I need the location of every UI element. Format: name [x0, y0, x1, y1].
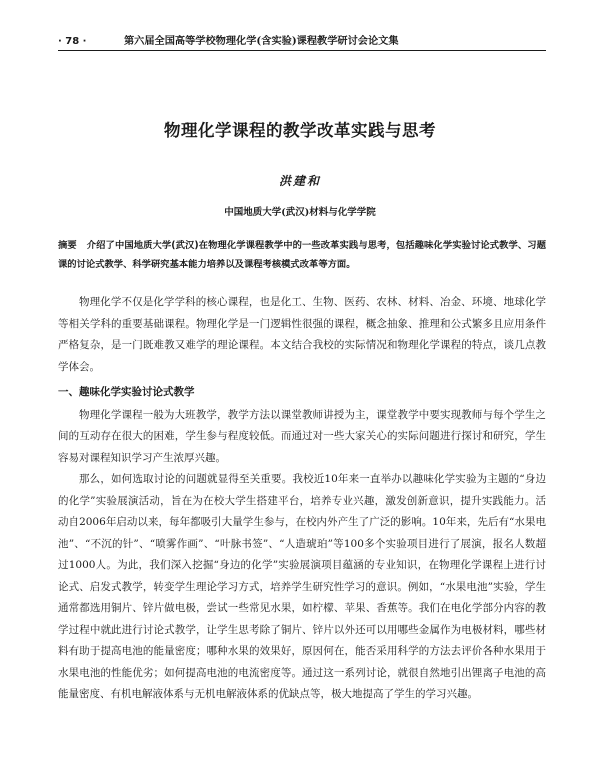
- running-title: 第六届全国高等学校物理化学(含实验)课程教学研讨会论文集: [124, 35, 399, 47]
- body-paragraph: 那么，如何选取讨论的问题就显得至关重要。我校近10年来一直举办以趣味化学实验为主题的“身边的化学”实验展演活动，旨在为在校大学生搭建平台，培养专业兴趣，激发创新意识，提升实践能力。活动自2006年启动以来，每年都吸引大量学生参与，在校内外产生了广泛的影响。10年来，先后有“水果电池”、“不沉的针”、“喷雾作画”、“叶脉书签”、“人造琥珀”等100多个实验项目进行了展演，报名人数超过1000人。为此，我们深入挖掘“身边的化学”实验展演项目蕴涵的专业知识，在物理化学课程上进行讨论式、启发式教学，转变学生理论学习方式，培养学生研究性学习的意识。例如，“水果电池”实验，学生通常都选用铜片、锌片做电极，尝试一些常见水果，如柠檬、苹果、香蕉等。我们在电化学部分内容的教学过程中就此进行讨论式教学，让学生思考除了铜片、锌片以外还可以用哪些金属作为电极材料，哪些材料有助于提高电池的能量密度；哪种水果的效果好，原因何在，能否采用科学的方法去评价各种水果用于水果电池的性能优劣；如何提高电池的电流密度等。通过这一系列讨论，就很自然地引出锂离子电池的高能量密度、有机电解液体系与无机电解液体系的优缺点等，极大地提高了学生的学习兴趣。: [58, 473, 546, 700]
- article-body: [58, 292, 546, 706]
- author-name: 洪建和: [278, 174, 321, 188]
- intro-paragraph: 物理化学不仅是化学学科的核心课程，也是化工、生物、医药、农林、材料、冶金、环境、地球化学等相关学科的重要基础课程。物理化学是一门逻辑性很强的课程，概念抽象、推理和公式繁多且应用条件严格复杂，是一门既难教又难学的理论课程。本文结合我校的实际情况和物理化学课程的特点，谈几点教学体会。: [58, 296, 546, 373]
- author-affiliation: 中国地质大学(武汉)材料与化学学院: [224, 207, 376, 218]
- article-title: 物理化学课程的教学改革实践与思考: [164, 121, 436, 140]
- abstract: [58, 236, 546, 274]
- running-header: [58, 32, 546, 51]
- abstract-label: 摘要: [58, 240, 77, 251]
- page-number: · 78 ·: [58, 36, 87, 47]
- section-heading: 一、趣味化学实验讨论式教学: [58, 386, 195, 398]
- abstract-text: 介绍了中国地质大学(武汉)在物理化学课程教学中的一些改革实践与思考，包括趣味化学实验讨论式教学、习题课的讨论式教学、科学研究基本能力培养以及课程考核模式改革等方面。: [58, 240, 546, 270]
- body-paragraph: 物理化学课程一般为大班教学，教学方法以课堂教师讲授为主，课堂教学中要实现教师与每个学生之间的互动存在很大的困难，学生参与程度较低。而通过对一些大家关心的实际问题进行探讨和研究，学生容易对课程知识学习产生浓厚兴趣。: [58, 408, 546, 464]
